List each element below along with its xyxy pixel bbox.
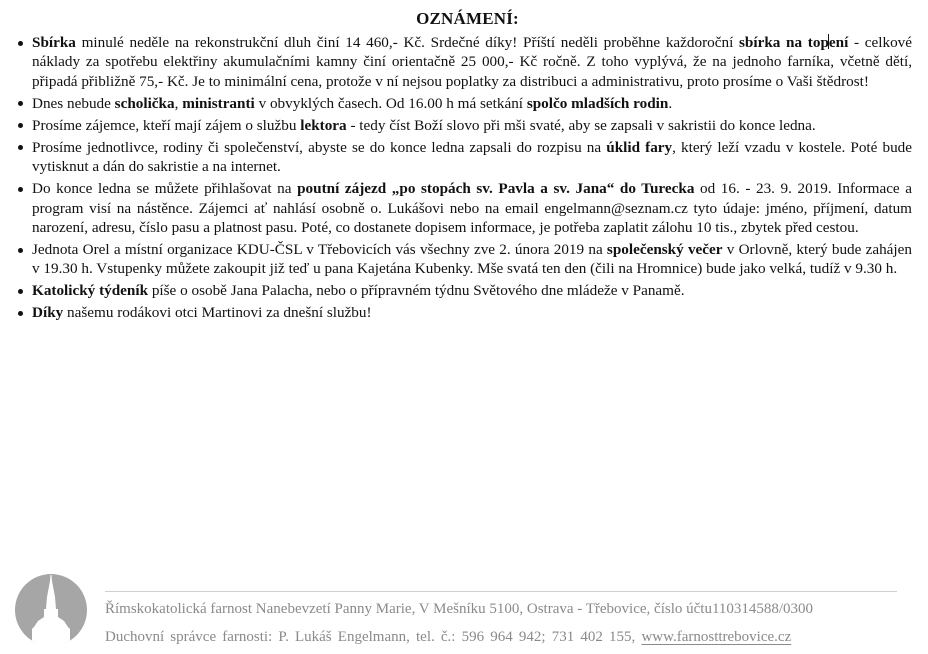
announcement-item: [18, 94, 912, 113]
body-text: .: [668, 94, 673, 112]
emphasis-text: úklid fary: [606, 138, 673, 156]
body-text: Prosíme zájemce, kteří mají zájem o službu: [32, 116, 301, 134]
body-text: od 16. - 23. 9. 2019. Informace a program visí na nástěnce. Zájemci ať nahlásí osobně o. Lukášovi nebo na email engelmann@seznam.cz tyto údaje: jméno, příjmení, datum narození, adresu, číslo pasu a platnost pasu. Poté, co dostanete dopisem informace, je potřeba zaplatit zálohu 10 tis., zbytek před cestou.: [32, 180, 912, 237]
church-silhouette-icon: [14, 573, 88, 643]
body-text: Dnes nebude: [32, 94, 115, 112]
emphasis-text: scholička: [114, 94, 175, 112]
announcement-item: [18, 138, 912, 177]
emphasis-text: spolčo mladších rodin: [526, 94, 669, 112]
body-text: Do konce ledna se můžete přihlašovat na: [32, 180, 298, 198]
body-text: - tedy číst Boží slovo při mši svaté, aby se zapsali v sakristii do konce ledna.: [346, 116, 816, 134]
emphasis-text: Díky: [32, 304, 64, 322]
body-text: Prosíme jednotlivce, rodiny či společenství, abyste se do konce ledna zapsali do rozpisu na: [32, 138, 607, 156]
bullet-icon: [18, 101, 23, 106]
bullet-icon: [18, 289, 23, 294]
emphasis-text: lektora: [300, 116, 347, 134]
footer-divider: [105, 591, 897, 592]
emphasis-text: ení: [828, 34, 849, 51]
footer-contact: [105, 629, 791, 646]
website-link[interactable]: www.farnosttrebovice.cz: [641, 629, 792, 645]
bullet-icon: [18, 248, 23, 253]
announcement-item: [18, 33, 912, 91]
body-text: , který leží vzadu v kostele. Poté bude vytisknut a dán do sakristie a na internet.: [32, 138, 912, 176]
body-text: píše o osobě Jana Palacha, nebo o přípravném týdnu Světového dne mládeže v Panamě.: [148, 282, 685, 300]
emphasis-text: společenský večer: [606, 241, 723, 259]
announcement-list: [18, 33, 912, 325]
bullet-icon: [18, 187, 23, 192]
bullet-icon: [18, 123, 23, 128]
bullet-icon: [18, 311, 23, 316]
footer-address: Římskokatolická farnost Nanebevzetí Panny Marie, V Mešníku 5100, Ostrava - Třebovice, číslo účtu110314588/0300: [105, 601, 814, 617]
page-title: OZNÁMENÍ:: [416, 9, 519, 28]
body-text: našemu rodákovi otci Martinovi za dnešní službu!: [63, 304, 372, 322]
body-text: Jednota Orel a místní organizace KDU-ČSL v Třebovicích vás všechny zve 2. února 2019 na: [32, 241, 607, 259]
announcement-item: [18, 303, 912, 322]
announcement-item: [18, 179, 912, 237]
emphasis-text: sbírka na top: [739, 34, 829, 51]
emphasis-text: Katolický týdeník: [32, 282, 149, 300]
announcement-item: [18, 116, 912, 135]
announcement-item: [18, 281, 912, 300]
emphasis-text: ministranti: [182, 94, 255, 112]
footer-contact-text: Duchovní správce farnosti: P. Lukáš Engelmann, tel. č.: 596 964 942; 731 402 155,: [105, 629, 642, 645]
announcement-item: [18, 240, 912, 279]
emphasis-text: Sbírka: [32, 34, 76, 51]
bullet-icon: [18, 41, 23, 46]
body-text: ,: [174, 94, 183, 112]
emphasis-text: poutní zájezd „po stopách sv. Pavla a sv. Jana“ do Turecka: [297, 180, 695, 198]
body-text: minulé neděle na rekonstrukční dluh činí 14 460,- Kč. Srdečné díky! Příští neděli proběhne každoroční: [75, 34, 739, 51]
bullet-icon: [18, 145, 23, 150]
body-text: - celkové náklady za spotřebu elektřiny akumulačními kamny činí orientačně 25 000,- Kč ročně. Z toho vyplývá, že na jednoho farníka, včetně dětí, připadá přibližně 75,- Kč. Je to minimální cena, protože v ní nejsou poplatky za distribuci a administrativu, proto prosíme o Vaši štědrost!: [32, 34, 913, 90]
body-text: v Orlovně, který bude zahájen v 19.30 h. Vstupenky můžete zakoupit již teď u pana Kajetána Kubenky. Mše svatá ten den (čili na Hromnice) bude jako velká, tudíž v 9.30 h.: [32, 241, 912, 278]
body-text: v obvyklých časech. Od 16.00 h má setkání: [254, 94, 527, 112]
